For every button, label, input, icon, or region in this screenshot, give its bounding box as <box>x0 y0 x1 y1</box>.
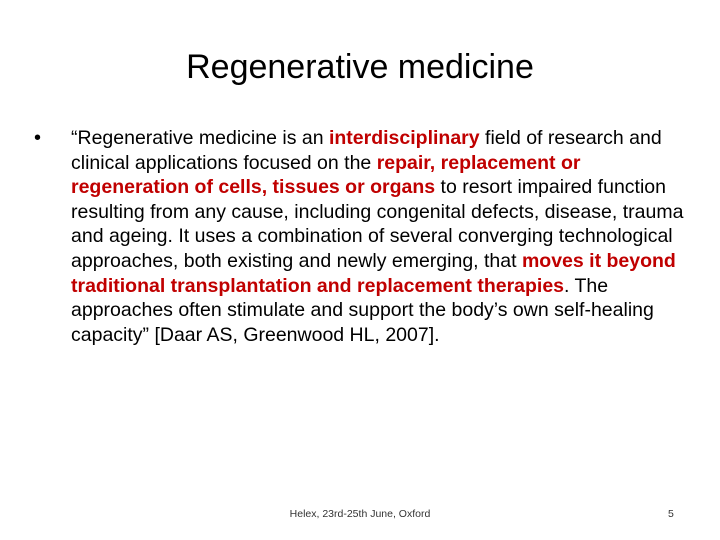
bullet-item <box>34 126 694 347</box>
highlight-repair-replacement: repair, replacement or regeneration of cells, tissues or organs <box>71 151 581 199</box>
bullet-text <box>71 126 694 347</box>
highlight-interdisciplinary: interdisciplinary <box>328 127 480 149</box>
slide-title: Regenerative medicine <box>186 48 534 86</box>
body-segment-3: field of research and clinical applications focused on the <box>71 127 662 174</box>
body-segment-1: “Regenerative medicine is an <box>71 127 329 149</box>
highlight-moves-beyond: moves it beyond traditional transplantation and replacement therapies <box>71 249 676 297</box>
bullet-icon: • <box>34 127 42 149</box>
body-segment-5: to resort impaired function resulting from any cause, including congenital defects, disease, trauma and ageing. It uses a combination of several converging technological approaches, both existing and newly emerging, that <box>71 176 684 272</box>
body-segment-7: . The approaches often stimulate and support the body’s own self-healing capacity” [Daar AS, Greenwood HL, 2007]. <box>71 274 654 346</box>
page-number: 5 <box>668 508 674 520</box>
footer-text: Helex, 23rd-25th June, Oxford <box>289 508 431 520</box>
